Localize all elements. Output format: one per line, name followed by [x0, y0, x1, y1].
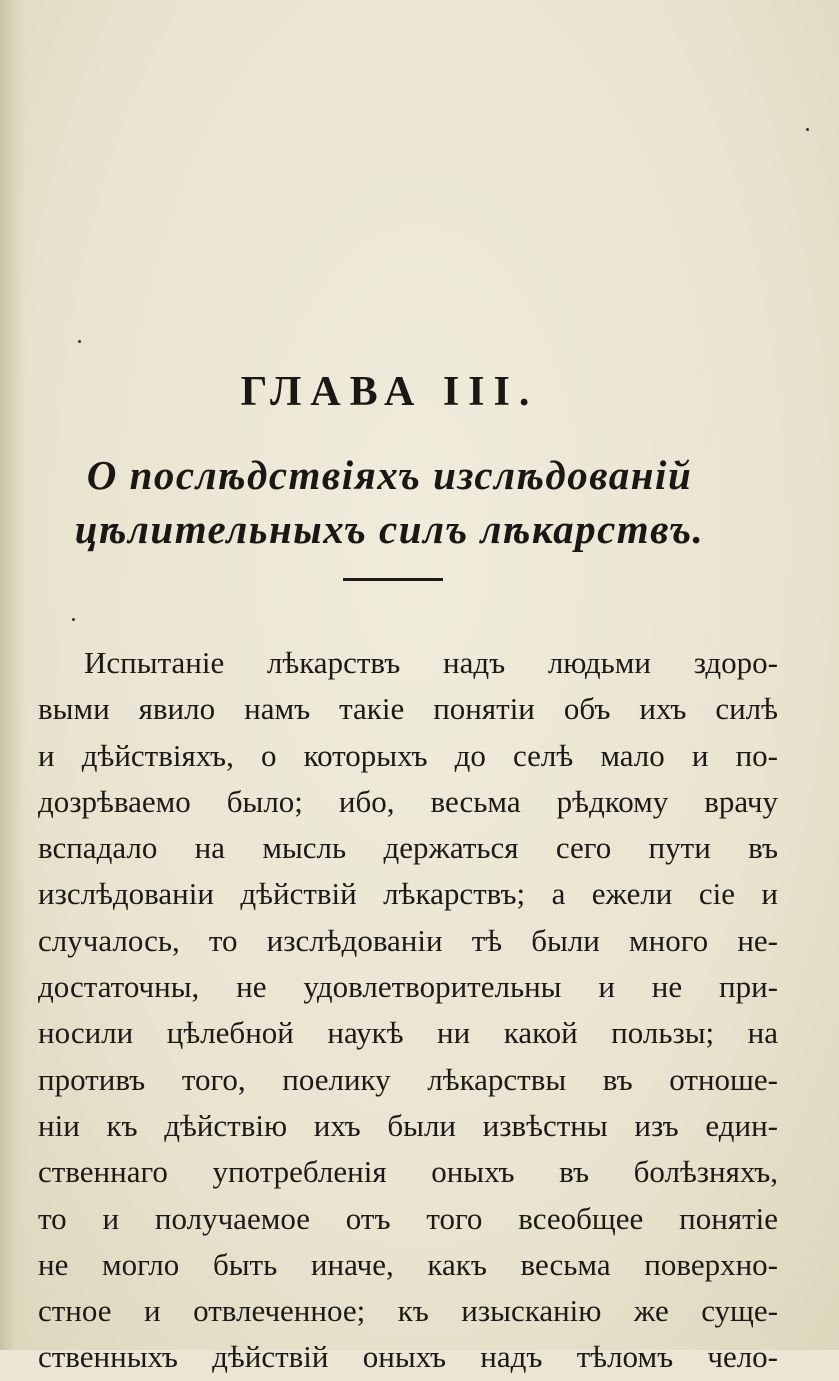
text-line: достаточны, не удовлетворительны и не при- [38, 969, 778, 1005]
text-line: то и получаемое отъ того всеобщее понятіе [38, 1200, 778, 1236]
text-line: ственныхъ дѣйствій оныхъ надъ тѣломъ чело- [38, 1339, 778, 1375]
text-line: ственнаго употребленія оныхъ въ болѣзняхъ, [38, 1154, 778, 1190]
text-line: носили цѣлебной наукѣ ни какой пользы; на [38, 1015, 778, 1051]
ink-speck [78, 340, 81, 343]
chapter-subtitle [0, 448, 779, 556]
text-line: Испытаніе лѣкарствъ надъ людьми здоро- [84, 645, 778, 680]
text-line: выми явило намъ такіе понятіи объ ихъ силѣ [38, 691, 778, 727]
text-line: вспадало на мысль держаться сего пути въ [38, 830, 778, 866]
body-paragraph [38, 640, 778, 1381]
text-line: изслѣдованіи дѣйствій лѣкарствъ; а ежели сіе и [38, 876, 778, 912]
section-divider-rule [343, 578, 443, 581]
ink-speck [806, 128, 809, 131]
chapter-subtitle-line: О послѣдствіяхъ изслѣдованій [86, 452, 693, 498]
text-line: ніи къ дѣйствію ихъ были извѣстны изъ един- [38, 1107, 778, 1143]
text-line: противъ того, поелику лѣкарствы въ отноше- [38, 1061, 778, 1097]
page-gutter-shadow [0, 0, 26, 1350]
chapter-subtitle-line: цѣлительныхъ силъ лѣкарствъ. [74, 506, 705, 552]
text-line: не могло быть иначе, какъ весьма поверхно- [38, 1246, 778, 1282]
ink-speck [72, 618, 75, 621]
text-line: случалось, то изслѣдованіи тѣ были много не- [38, 922, 778, 958]
text-line: и дѣйствіяхъ, о которыхъ до селѣ мало и по- [38, 737, 778, 773]
text-line: дозрѣваемо было; ибо, весьма рѣдкому врачу [38, 783, 778, 819]
chapter-heading: ГЛАВА III. [240, 369, 539, 415]
text-line: стное и отвлеченное; къ изысканію же суще- [38, 1293, 778, 1329]
